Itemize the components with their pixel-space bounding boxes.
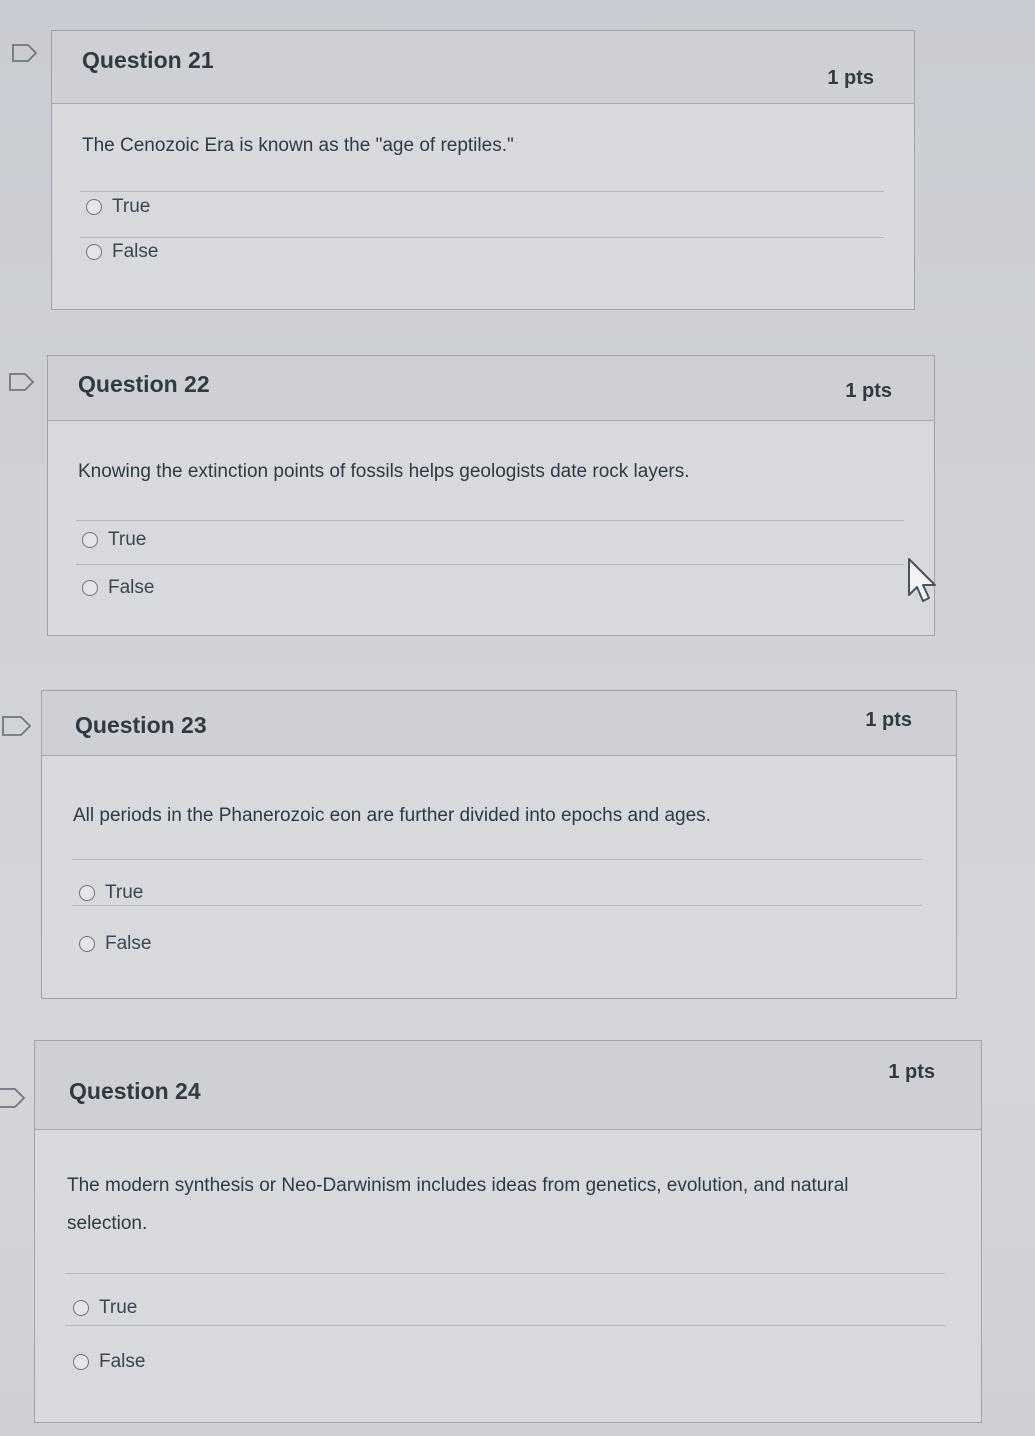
question-title: Question 24: [69, 1078, 201, 1104]
divider: [80, 191, 884, 192]
divider: [65, 1273, 945, 1274]
question-points: 1 pts: [865, 709, 912, 731]
question-text: The Cenozoic Era is known as the "age of reptiles.": [82, 135, 514, 156]
answer-label: False: [99, 1351, 146, 1372]
answer-false[interactable]: [86, 241, 158, 263]
answer-false[interactable]: [73, 1351, 145, 1373]
radio-button-icon[interactable]: [82, 580, 98, 596]
radio-button-icon[interactable]: [86, 199, 102, 215]
answer-false[interactable]: [82, 577, 154, 599]
question-card-24: [34, 1040, 982, 1423]
divider: [76, 520, 904, 521]
answer-label: True: [112, 196, 151, 217]
divider: [72, 905, 922, 906]
divider: [65, 1325, 945, 1326]
question-title: Question 23: [75, 712, 207, 738]
answer-label: False: [105, 933, 152, 954]
divider: [80, 237, 884, 238]
question-text: Knowing the extinction points of fossils helps geologists date rock layers.: [78, 461, 690, 482]
radio-button-icon[interactable]: [82, 532, 98, 548]
question-points: 1 pts: [888, 1061, 935, 1083]
question-title: Question 21: [82, 47, 214, 73]
answer-label: True: [105, 882, 144, 903]
question-title: Question 22: [78, 371, 210, 397]
radio-button-icon[interactable]: [86, 244, 102, 260]
question-points: 1 pts: [827, 67, 874, 89]
divider: [72, 859, 922, 860]
flag-question-24-icon[interactable]: [0, 1088, 26, 1106]
question-card-23: [41, 690, 957, 999]
answer-true[interactable]: [73, 1297, 137, 1319]
mouse-pointer-icon: [906, 557, 942, 607]
answer-label: True: [108, 529, 147, 550]
answer-false[interactable]: [79, 933, 151, 955]
radio-button-icon[interactable]: [73, 1354, 89, 1370]
answer-true[interactable]: [82, 529, 146, 551]
radio-button-icon[interactable]: [79, 885, 95, 901]
answer-label: False: [112, 241, 159, 262]
answer-label: False: [108, 577, 155, 598]
radio-button-icon[interactable]: [73, 1300, 89, 1316]
radio-button-icon[interactable]: [79, 936, 95, 952]
question-card-21: [51, 30, 915, 310]
question-text: All periods in the Phanerozoic eon are further divided into epochs and ages.: [73, 805, 711, 826]
answer-true[interactable]: [79, 882, 143, 904]
question-text: The modern synthesis or Neo-Darwinism includes ideas from genetics, evolution, and natural selection.: [67, 1175, 849, 1234]
divider: [76, 564, 904, 565]
flag-question-23-icon[interactable]: [2, 716, 28, 734]
answer-label: True: [99, 1297, 138, 1318]
question-card-22: [47, 355, 935, 636]
answer-true[interactable]: [86, 196, 150, 218]
question-points: 1 pts: [845, 380, 892, 402]
flag-question-22-icon[interactable]: [9, 373, 35, 391]
flag-question-21-icon[interactable]: [12, 44, 38, 62]
